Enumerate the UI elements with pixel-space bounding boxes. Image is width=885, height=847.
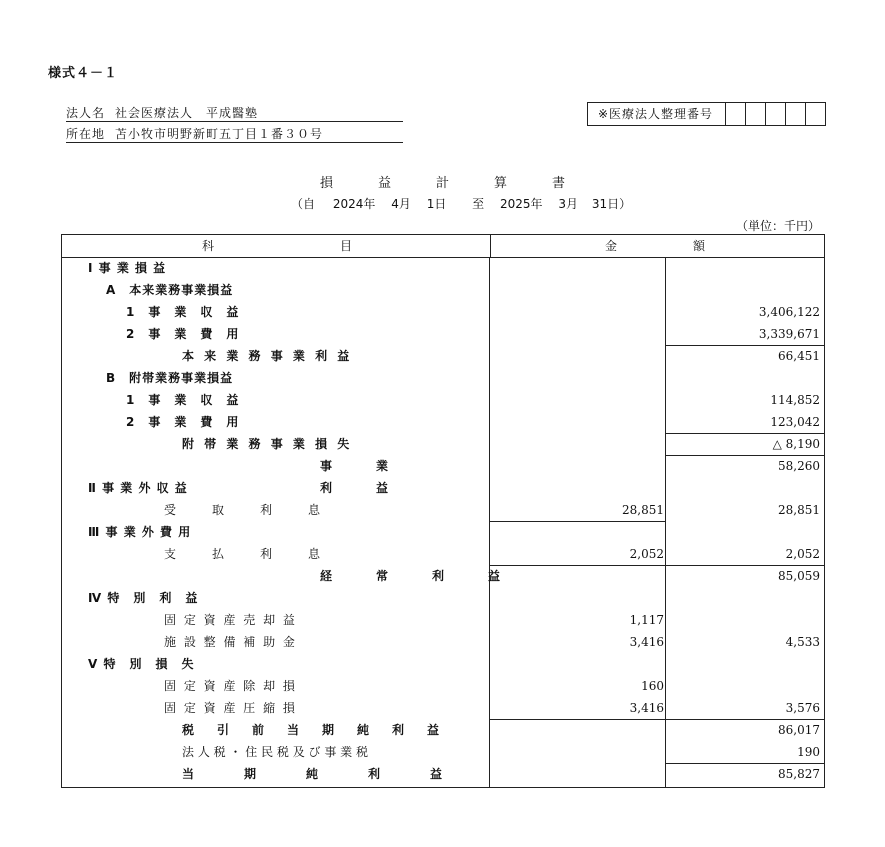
business-profit-amount: 58,260 [778,459,820,473]
main-business-profit-amount: 66,451 [778,349,820,363]
title-char: 損 [320,176,334,191]
loss-on-disposal-label: 固 定 資 産 除 却 損 [164,679,297,693]
interest-paid-label: 支払利息 [164,547,357,561]
ancillary-business-loss-amount: △ 8,190 [772,437,820,451]
gain-on-sale-label: 固 定 資 産 売 却 益 [164,613,297,627]
registration-digit-cell [725,103,745,125]
main-business-profit-label: 本 来 業 務 事 業 利 益 [182,349,353,363]
registration-digit-cell [805,103,825,125]
section-extraordinary-income-label: Ⅳ 特 別 利 益 [88,591,199,605]
corporation-name-line [66,104,403,122]
income-statement-table [61,234,825,788]
period-from-day: 1日 [426,197,447,211]
fiscal-period [291,195,631,212]
ordinary-profit-amount: 85,059 [778,569,820,583]
registration-number-box [587,102,826,126]
interest-paid-amount: 2,052 [785,547,820,561]
statement-title [320,172,565,191]
business-profit-label: 事業利益 [320,459,433,495]
section-non-operating-income-label: Ⅱ 事 業 外 収 益 [88,481,188,495]
period-from-word: （自 [291,197,316,211]
title-char: 計 [435,176,449,191]
registration-digit-cell [785,103,805,125]
interest-paid-subamount: 2,052 [629,547,664,561]
main-business-revenue-label: 1 事 業 収 益 [126,305,240,319]
pretax-profit-amount: 86,017 [778,723,820,737]
corporation-address-value: 苫小牧市明野新町五丁目１番３０号 [115,127,324,141]
item-column-header [62,235,491,258]
amount-header-char: 額 [692,239,705,253]
period-to-year: 2025年 [500,197,543,211]
extraordinary-income-amount: 4,533 [785,635,820,649]
compression-loss-subamount: 3,416 [629,701,664,715]
section-extraordinary-loss-label: Ⅴ 特 別 損 失 [88,657,195,671]
ancillary-business-expense-amount: 123,042 [770,415,820,429]
subtotal-rule [490,719,666,720]
section-non-operating-expense-label: Ⅲ 事 業 外 費 用 [88,525,192,539]
main-business-expense-amount: 3,339,671 [758,327,820,341]
period-to-month: 3月 [558,197,579,211]
title-char: 算 [493,176,507,191]
interest-received-amount: 28,851 [778,503,820,517]
period-to-word: 至 [472,197,485,211]
gain-on-sale-subamount: 1,117 [629,613,664,627]
form-number-label: 様式４－１ [48,66,119,81]
corporation-name-label: 法人名 [66,106,106,120]
compression-loss-label: 固 定 資 産 圧 縮 損 [164,701,297,715]
loss-on-disposal-subamount: 160 [641,679,664,693]
net-profit-label: 当期純利益 [182,767,493,781]
ordinary-profit-label: 経常利益 [320,569,545,583]
ancillary-business-revenue-label: 1 事 業 収 益 [126,393,240,407]
pretax-profit-label: 税引前当期純利益 [182,723,463,737]
item-header-char: 科 [202,239,215,253]
net-profit-amount: 85,827 [778,767,820,781]
period-from-year: 2024年 [332,197,376,211]
period-from-month: 4月 [391,197,411,211]
item-header-char: 目 [339,239,352,253]
period-to-day: 31日） [591,197,632,211]
income-taxes-amount: 190 [797,745,820,759]
title-char: 益 [377,176,391,191]
extraordinary-loss-amount: 3,576 [785,701,820,715]
corporation-address-label: 所在地 [66,127,106,141]
amount-column-header [490,235,824,258]
amount-header-char: 金 [605,239,618,253]
facility-subsidy-label: 施 設 整 備 補 助 金 [164,635,297,649]
corporation-name-value: 社会医療法人 平成醫塾 [115,106,259,120]
ancillary-business-label: B 附帯業務事業損益 [106,371,234,385]
unit-label: （単位：千円） [736,219,821,233]
subtotal-rule [490,521,666,522]
interest-received-label: 受取利息 [164,503,357,517]
ancillary-business-loss-label: 附 帯 業 務 事 業 損 失 [182,437,353,451]
corporation-address-line [66,125,403,143]
main-business-label: A 本来業務事業損益 [106,283,234,297]
title-char: 書 [551,176,565,191]
income-taxes-label: 法 人 税 ・ 住 民 税 及 び 事 業 税 [182,745,368,759]
section-operating-profit-label: Ⅰ 事 業 損 益 [88,261,167,275]
registration-number-label: ※医療法人整理番号 [598,107,714,121]
main-business-revenue-amount: 3,406,122 [758,305,820,319]
facility-subsidy-subamount: 3,416 [629,635,664,649]
registration-digit-cell [745,103,765,125]
ancillary-business-revenue-amount: 114,852 [770,393,820,407]
registration-digit-cell [765,103,785,125]
ancillary-business-expense-label: 2 事 業 費 用 [126,415,240,429]
main-business-expense-label: 2 事 業 費 用 [126,327,240,341]
interest-received-subamount: 28,851 [622,503,664,517]
